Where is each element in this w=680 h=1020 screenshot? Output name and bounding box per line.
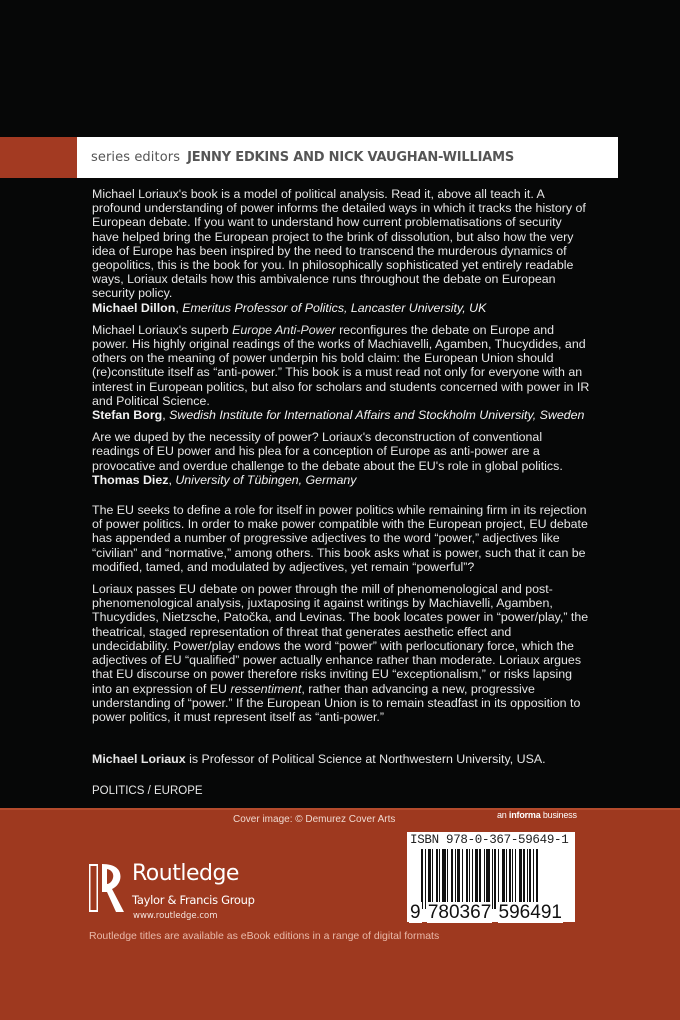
endorsement-attribution: Stefan Borg, Swedish Institute for International Affairs and Stockholm University, Sweden (92, 408, 585, 423)
endorsement-text-part: reconfigures the debate on Europe and power. His highly original readings of the works of Machiavelli, Agamben, Thucydides, and others on the meaning of power underpin his bold claim: the European Union should (re)constitute itself as “anti-power.” This book is a must read not only for everyone with an interest in European politics, but also for scholars and students concerned with power in IR and Political Science. (92, 322, 590, 408)
isbn-label: ISBN 978-0-367-59649-1 (410, 833, 569, 847)
cover-top-area (0, 0, 680, 137)
description-paragraph-1 (92, 503, 592, 574)
routledge-logo-icon (88, 860, 128, 916)
endorser-name: Stefan Borg (92, 408, 163, 423)
footer-divider (0, 808, 680, 810)
endorser-affiliation: Emeritus Professor of Politics, Lancaster University, UK (182, 300, 487, 315)
endorsement-text-part: Michael Loriaux's superb (92, 322, 233, 337)
endorser-affiliation: University of Tübingen, Germany (175, 472, 357, 487)
back-cover-text (92, 187, 592, 732)
barcode-digit-group: 596491 (498, 902, 562, 923)
barcode-digit-group: 780367 (427, 902, 492, 923)
endorsement-1 (92, 187, 592, 315)
series-label: series editors (91, 150, 181, 165)
endorsement-attribution: Thomas Diez, University of Tübingen, Germany (92, 472, 357, 487)
endorsement-text (92, 323, 592, 408)
informa-suffix: business (540, 810, 577, 820)
endorsement-3 (92, 430, 592, 487)
barcode-bars (421, 849, 561, 909)
endorser-name: Thomas Diez (92, 472, 169, 487)
barcode-digits (409, 902, 563, 924)
ebook-availability-note: Routledge titles are available as eBook editions in a range of digital formats (89, 930, 440, 942)
description-text: The EU seeks to define a role for itself in power politics while remaining firm in its rejection of power politics. In order to make power compatible with the European project, EU debate has appended a number of progressive adjectives to the word “power,” adjectives like “civilian” and “normative,” among others. This book asks what is power, such that it can be modified, tamed, and modulated by adjectives, yet remain “powerful”? (92, 503, 588, 574)
author-bio-text: is Professor of Political Science at Northwestern University, USA. (185, 752, 546, 766)
informa-brand: informa (508, 810, 541, 820)
description-paragraph-2 (92, 582, 592, 724)
informa-prefix: an (497, 810, 509, 820)
description-text-part: Loriaux passes EU debate on power through the mill of phenomenological and post-phenomenological analysis, juxtaposing it against writings by Machiavelli, Agamben, Thucydides, Nietzsche, Patočka, and Levinas. The book locates power in “power/play,” the theatrical, staged representation of threat that generates aesthetic effect and undecidability. Power/play endows the word “power” with perlocutionary force, which the adjectives of EU “qualified” power actually enhance rather than moderate. Loriaux argues that EU discourse on power therefore risks inviting EU “exceptionalism,” or risks lapsing into an expression of EU (92, 582, 589, 696)
cover-image-credit: Cover image: © Demurez Cover Arts (233, 814, 396, 825)
endorser-name: Michael Dillon (92, 300, 176, 315)
isbn-barcode (407, 832, 575, 922)
series-bar-panel (77, 137, 618, 178)
series-editors-names: JENNY EDKINS AND NICK VAUGHAN-WILLIAMS (187, 150, 514, 165)
author-bio (92, 752, 546, 766)
book-title: Europe Anti-Power (232, 322, 336, 337)
informa-tagline (497, 810, 577, 820)
series-editors-bar (0, 137, 618, 178)
publisher-group: Taylor & Francis Group (132, 893, 255, 907)
endorsement-2 (92, 323, 592, 422)
series-bar-accent (0, 137, 77, 178)
endorsement-text: Are we duped by the necessity of power? Loriaux's deconstruction of conventional readings of EU power and his plea for a conception of Europe as anti-power are a provocative and overdue challenge to the debate about the EU's role in global politics. (92, 430, 563, 473)
endorser-affiliation: Swedish Institute for International Affairs and Stockholm University, Sweden (169, 408, 585, 423)
description-text (92, 582, 592, 724)
barcode-digit-prefix: 9 (410, 902, 421, 923)
description-text-part: , rather than advancing a new, progressive understanding of “power.” If the European Union is to remain steadfast in its opposition to power politics, it must represent itself as “anti-power.” (92, 681, 581, 724)
publisher-name: Routledge (132, 861, 239, 886)
publisher-url: www.routledge.com (133, 911, 218, 921)
subject-category: POLITICS / EUROPE (92, 785, 203, 797)
author-name: Michael Loriaux (92, 752, 186, 766)
italic-term: ressentiment (230, 681, 302, 696)
endorsement-text: Michael Loriaux's book is a model of political analysis. Read it, above all teach it. A profound understanding of power informs the detailed ways in which it tracks the history of European debate. If you want to understand how current problematisations of security have helped bring the European project to the brink of dissolution, but also how the very idea of Europe has been inspired by the need to transcend the murderous dynamics of geopolitics, this is the book for you. In philosophically sophisticated yet entirely readable ways, Loriaux details how this ambivalence runs throughout the debate on European security policy. (92, 187, 586, 301)
endorsement-attribution: Michael Dillon, Emeritus Professor of Politics, Lancaster University, UK (92, 300, 487, 315)
